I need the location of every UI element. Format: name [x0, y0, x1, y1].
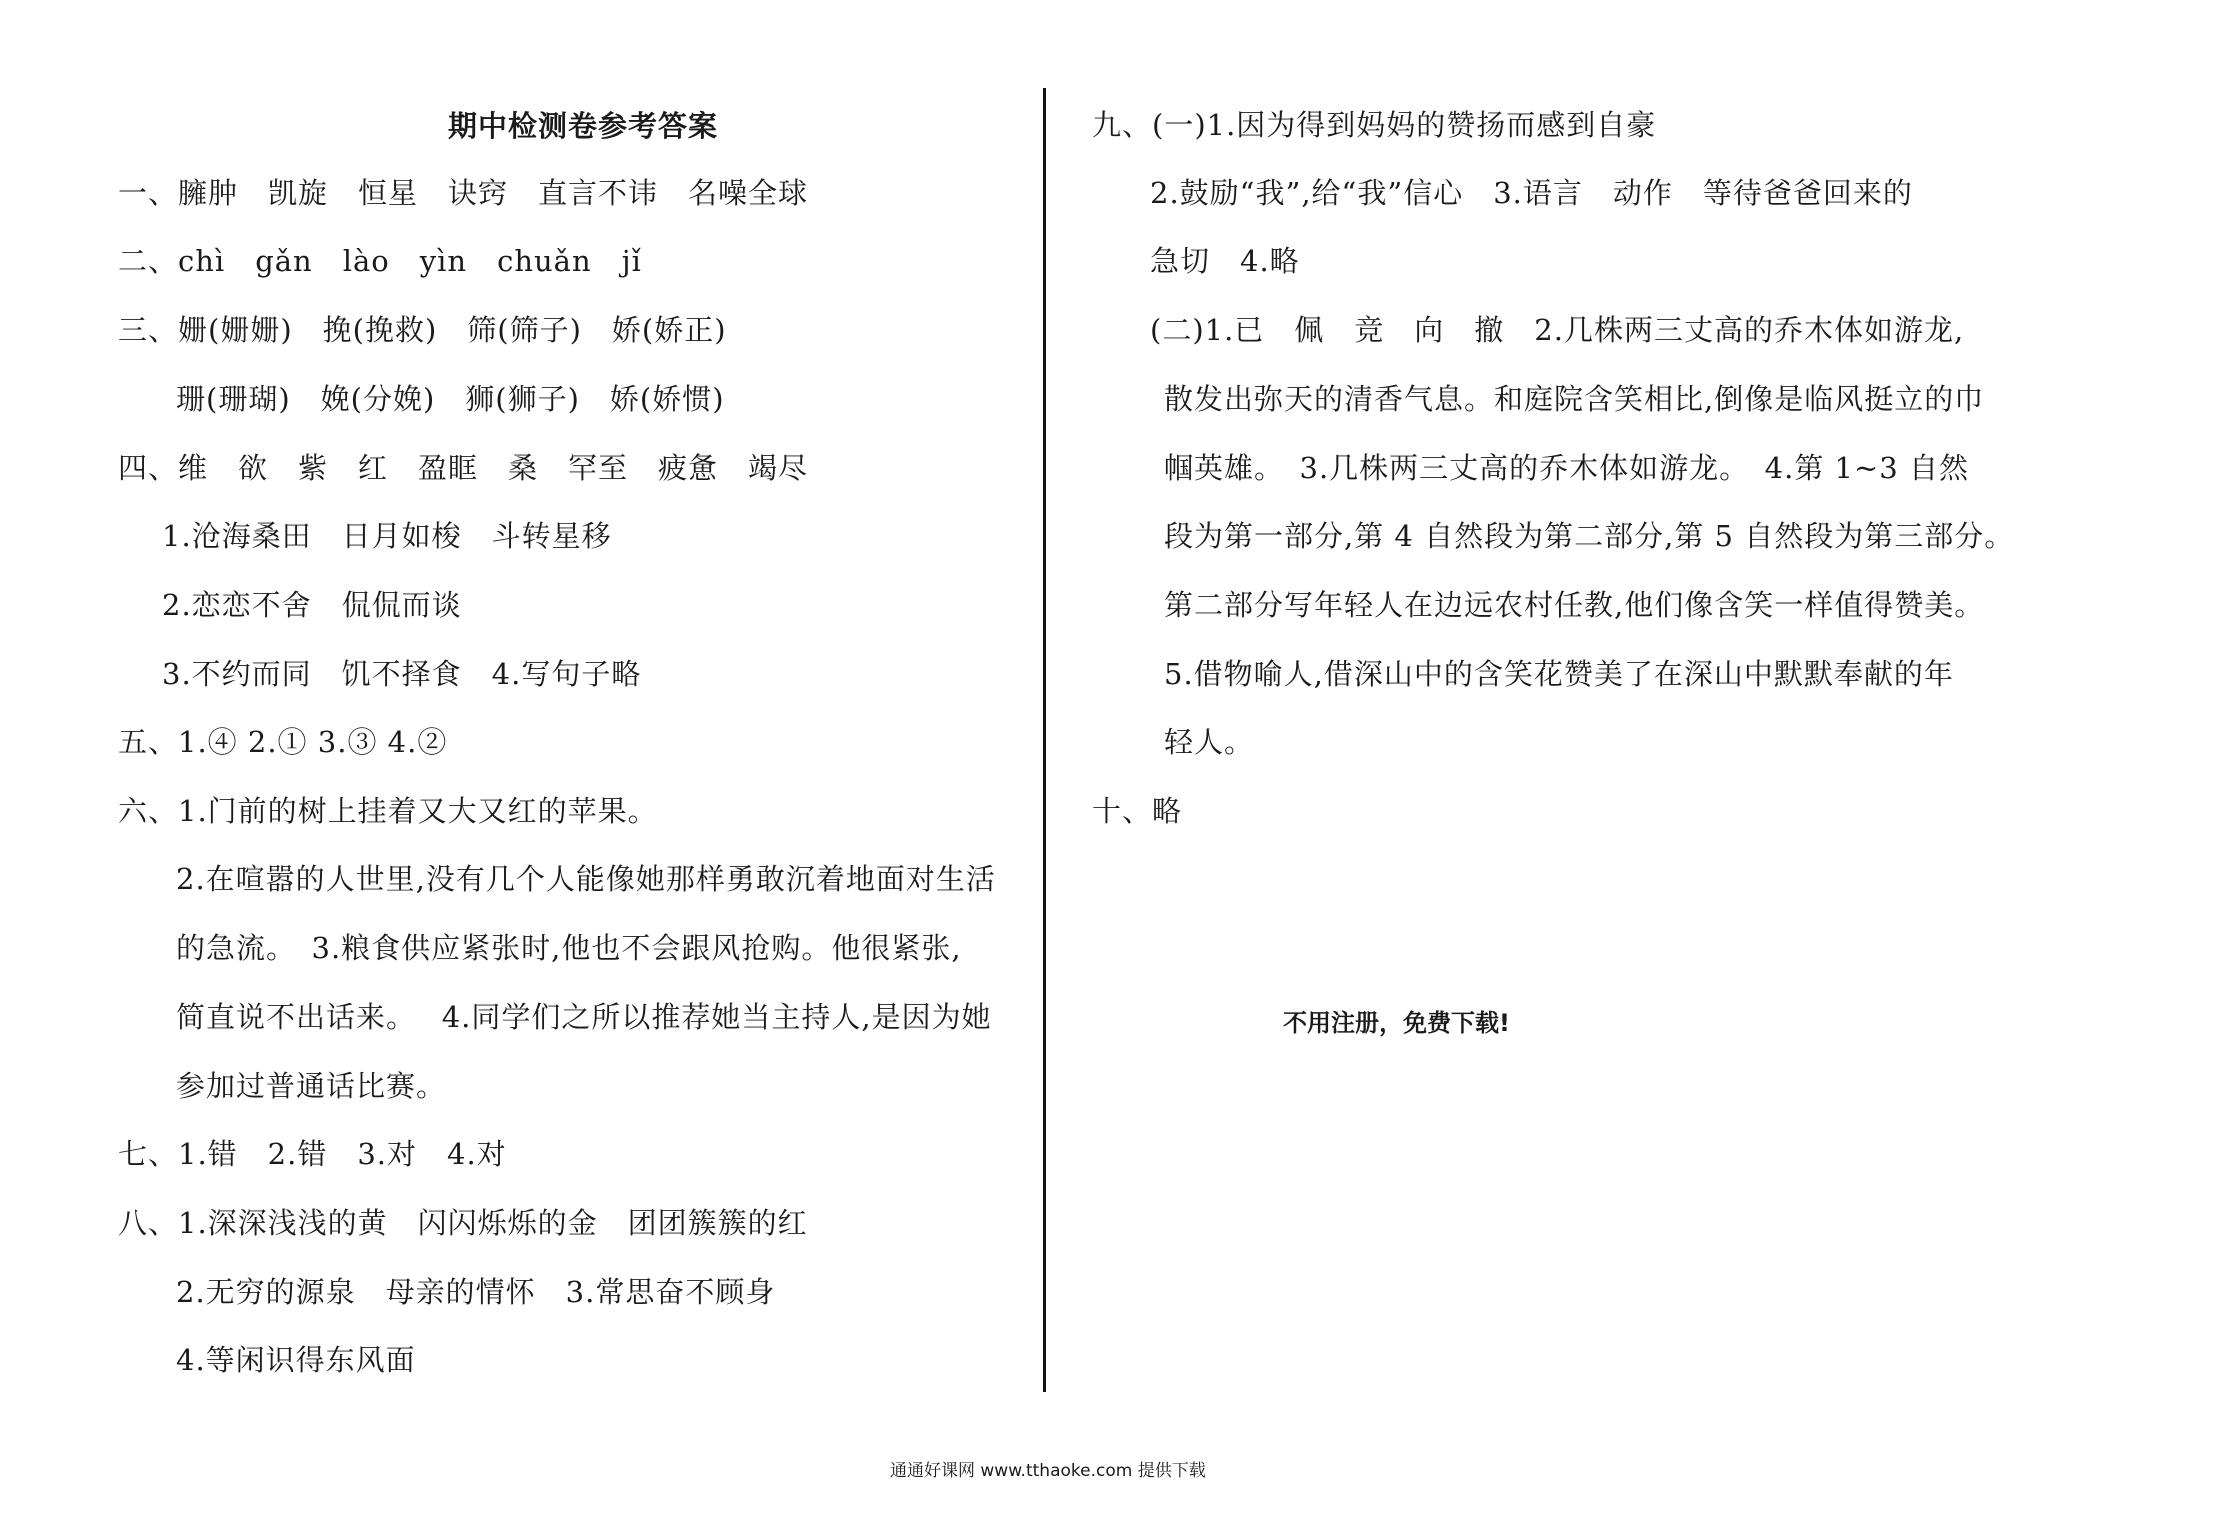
answer-line: 散发出弥天的清香气息。和庭院含笑相比,倒像是临风挺立的巾	[1164, 382, 1985, 416]
footer-suffix: 提供下载	[1137, 1461, 1206, 1481]
answer-line: 二、chì gǎn lào yìn chuǎn jǐ	[118, 244, 642, 278]
answer-line: 六、1.门前的树上挂着又大又红的苹果。	[118, 794, 658, 828]
answer-line: 四、维 欲 紫 红 盈眶 桑 罕至 疲惫 竭尽	[118, 451, 809, 485]
free-download-note: 不用注册，免费下载!	[1283, 1009, 1510, 1037]
answer-line: 一、臃肿 凯旋 恒星 诀窍 直言不讳 名噪全球	[118, 176, 809, 210]
answer-line: 急切 4.略	[1150, 244, 1300, 278]
footer-url-link[interactable]: www.tthaoke.com	[980, 1461, 1133, 1481]
answer-line: 简直说不出话来。 4.同学们之所以推荐她当主持人,是因为她	[176, 1000, 992, 1034]
answer-line: 2.鼓励“我”,给“我”信心 3.语言 动作 等待爸爸回来的	[1150, 176, 1913, 210]
footer	[890, 1456, 1206, 1481]
answer-line: 帼英雄。 3.几株两三丈高的乔木体如游龙。 4.第 1~3 自然	[1164, 451, 1969, 485]
answer-line: 2.在喧嚣的人世里,没有几个人能像她那样勇敢沉着地面对生活	[176, 862, 996, 896]
answer-line: 1.沧海桑田 日月如梭 斗转星移	[162, 519, 612, 553]
page-title: 期中检测卷参考答案	[448, 109, 719, 143]
answer-line: 4.等闲识得东风面	[176, 1343, 416, 1377]
answer-line: 轻人。	[1164, 725, 1255, 759]
answer-line: 参加过普通话比赛。	[176, 1069, 447, 1103]
answer-line: 段为第一部分,第 4 自然段为第二部分,第 5 自然段为第三部分。	[1164, 519, 2015, 553]
footer-site-name: 通通好课网	[890, 1461, 975, 1481]
answer-line: 第二部分写年轻人在边远农村任教,他们像含笑一样值得赞美。	[1164, 588, 1985, 622]
answer-line: 3.不约而同 饥不择食 4.写句子略	[162, 657, 642, 691]
column-divider	[1043, 88, 1046, 1392]
answer-line: 九、(一)1.因为得到妈妈的赞扬而感到自豪	[1092, 108, 1657, 142]
answer-line: 的急流。 3.粮食供应紧张时,他也不会跟风抢购。他很紧张,	[176, 931, 962, 965]
answer-line: 三、姗(姗姗) 挽(挽救) 筛(筛子) 娇(娇正)	[118, 313, 727, 347]
answer-line: (二)1.已 佩 竞 向 撤 2.几株两三丈高的乔木体如游龙,	[1150, 313, 1965, 347]
answer-line: 七、1.错 2.错 3.对 4.对	[118, 1137, 507, 1171]
answer-line: 十、略	[1092, 794, 1183, 828]
answer-line: 珊(珊瑚) 娩(分娩) 狮(狮子) 娇(娇惯)	[176, 382, 725, 416]
answer-line: 2.无穷的源泉 母亲的情怀 3.常思奋不顾身	[176, 1275, 776, 1309]
answer-line: 五、1.④ 2.① 3.③ 4.②	[118, 725, 448, 759]
answer-line: 2.恋恋不舍 侃侃而谈	[162, 588, 462, 622]
answer-line: 八、1.深深浅浅的黄 闪闪烁烁的金 团团簇簇的红	[118, 1206, 808, 1240]
answer-line: 5.借物喻人,借深山中的含笑花赞美了在深山中默默奉献的年	[1164, 657, 1954, 691]
